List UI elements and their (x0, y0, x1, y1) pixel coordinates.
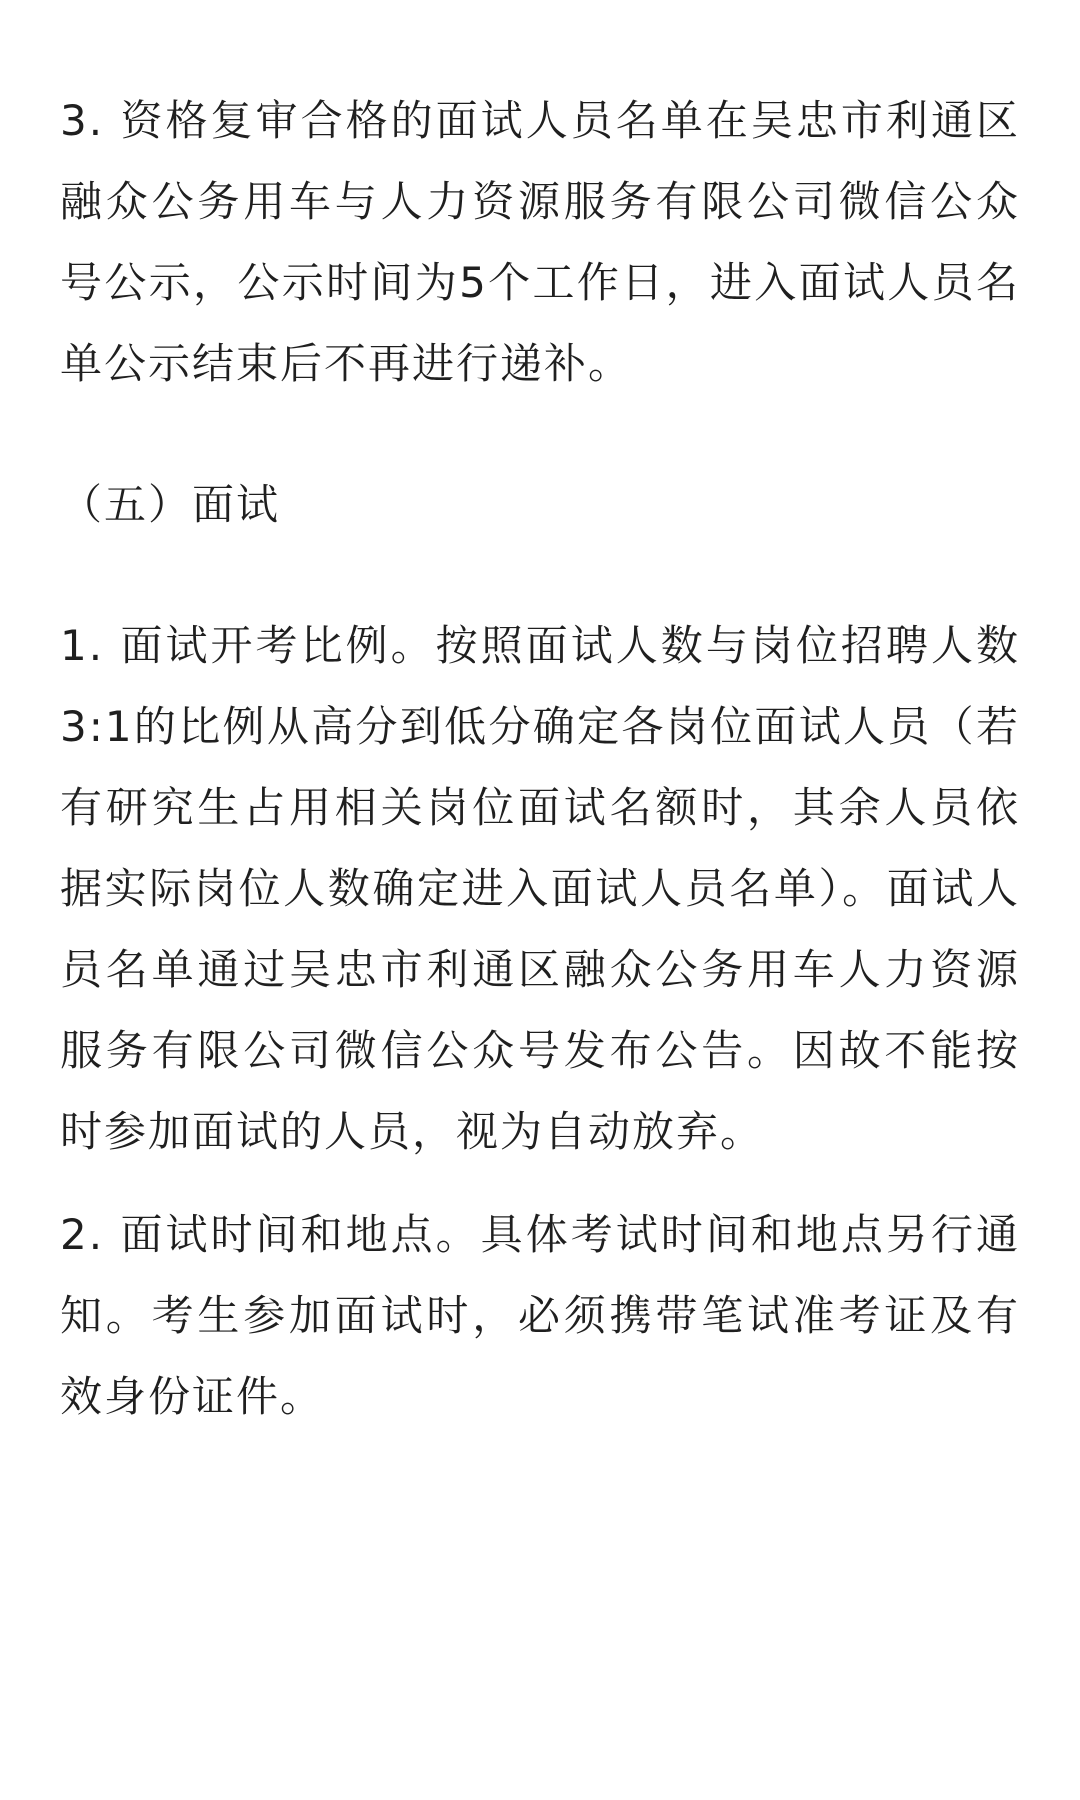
paragraph-interview-list-publicity: 3. 资格复审合格的面试人员名单在吴忠市利通区融众公务用车与人力资源服务有限公司微信公众号公示，公示时间为5个工作日，进入面试人员名单公示结束后不再进行递补。 (60, 96, 1020, 388)
paragraph-interview-time-location: 2. 面试时间和地点。具体考试时间和地点另行通知。考生参加面试时，必须携带笔试准考证及有效身份证件。 (60, 1210, 1020, 1421)
section-heading-interview: （五）面试 (60, 480, 281, 529)
paragraph-interview-ratio: 1. 面试开考比例。按照面试人数与岗位招聘人数3:1的比例从高分到低分确定各岗位面试人员（若有研究生占用相关岗位面试名额时，其余人员依据实际岗位人数确定进入面试人员名单）。面试人员名单通过吴忠市利通区融众公务用车人力资源服务有限公司微信公众号发布公告。因故不能按时参加面试的人员，视为自动放弃。 (60, 621, 1020, 1156)
